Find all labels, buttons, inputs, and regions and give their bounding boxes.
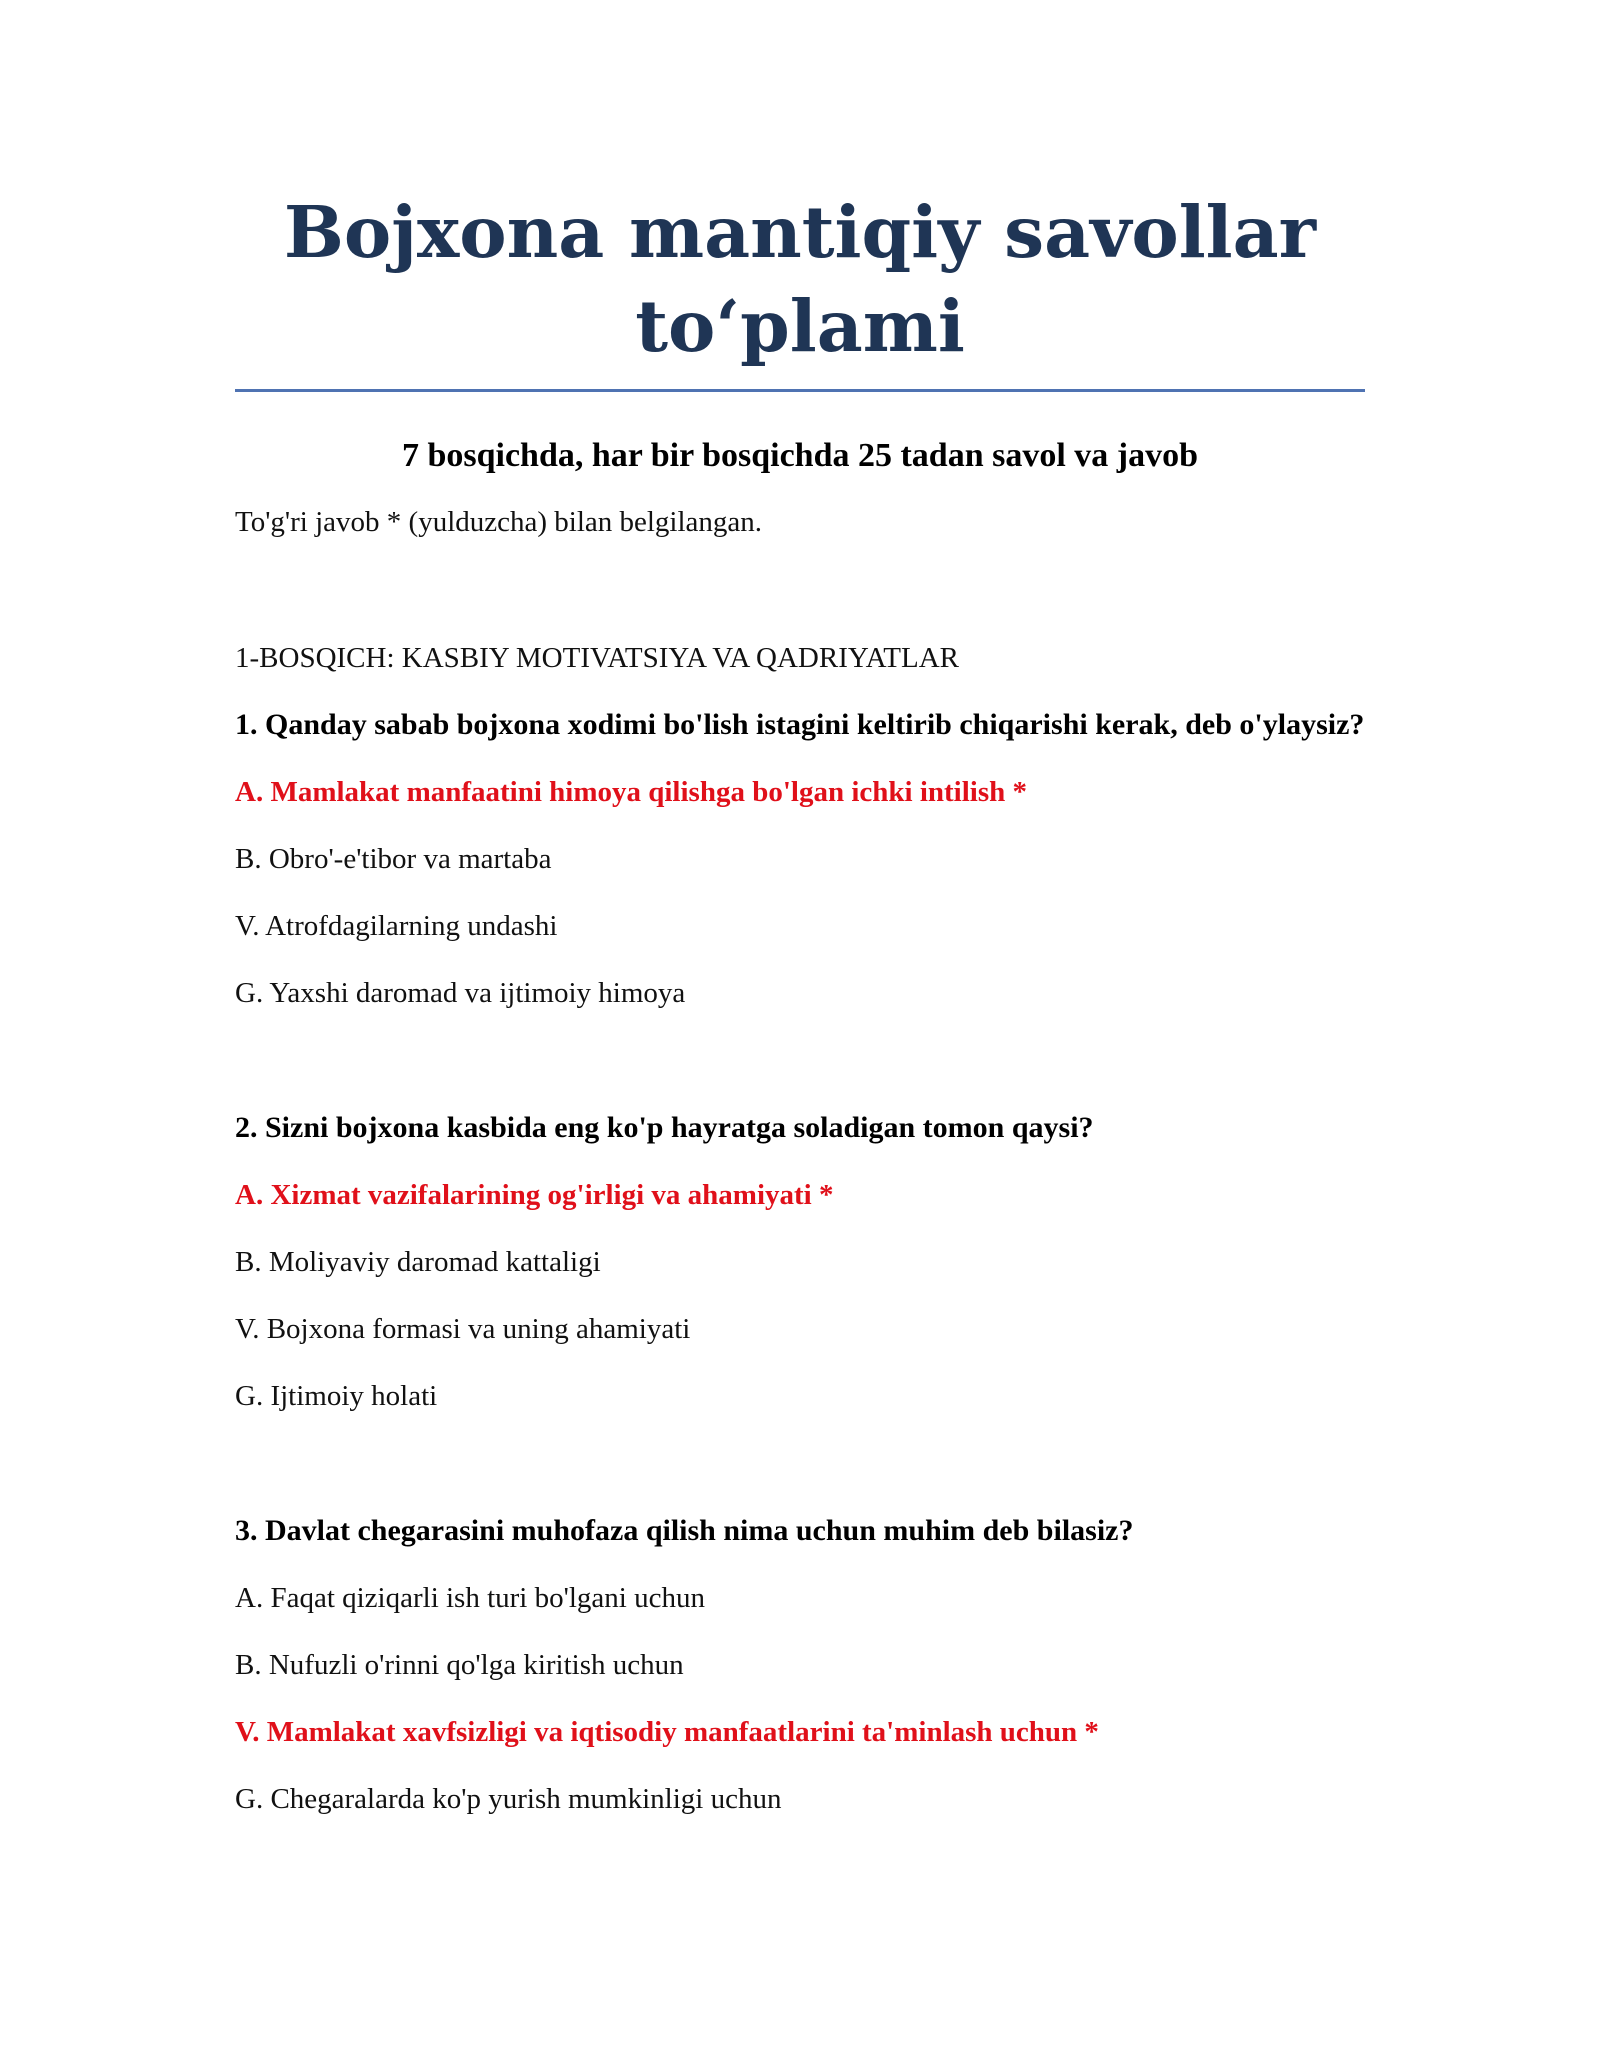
answer-option: B. Moliyaviy daromad kattaligi	[235, 1246, 601, 1278]
answer-key-note: To'g'ri javob * (yulduzcha) bilan belgilangan.	[235, 506, 763, 538]
answer-option: V. Bojxona formasi va uning ahamiyati	[235, 1313, 691, 1345]
question-text: 1. Qanday sabab bojxona xodimi bo'lish istagini keltirib chiqarishi kerak, deb o'ylaysiz?	[235, 708, 1365, 741]
stage-heading: 1-BOSQICH: KASBIY MOTIVATSIYA VA QADRIYATLAR	[235, 642, 960, 674]
correct-answer-option: V. Mamlakat xavfsizligi va iqtisodiy manfaatlarini ta'minlash uchun *	[235, 1716, 1099, 1748]
question-text: 3. Davlat chegarasini muhofaza qilish nima uchun muhim deb bilasiz?	[235, 1514, 1134, 1547]
title-divider	[235, 389, 1365, 392]
answer-option: G. Ijtimoiy holati	[235, 1380, 438, 1412]
question-3	[235, 1510, 1365, 1819]
document-subtitle: 7 bosqichda, har bir bosqichda 25 tadan savol va javob	[401, 437, 1199, 474]
question-1	[235, 704, 1365, 1013]
question-2	[235, 1107, 1365, 1416]
answer-option: V. Atrofdagilarning undashi	[235, 910, 558, 942]
correct-answer-option: A. Xizmat vazifalarining og'irligi va ahamiyati *	[235, 1179, 834, 1211]
answer-option: G. Yaxshi daromad va ijtimoiy himoya	[235, 977, 686, 1009]
document-title: Bojxona mantiqiy savollar to‘plami	[283, 190, 1317, 368]
document-page	[235, 185, 1365, 1819]
correct-answer-option: A. Mamlakat manfaatini himoya qilishga bo'lgan ichki intilish *	[235, 776, 1028, 808]
answer-option: A. Faqat qiziqarli ish turi bo'lgani uchun	[235, 1582, 705, 1614]
answer-option: B. Nufuzli o'rinni qo'lga kiritish uchun	[235, 1649, 684, 1681]
answer-option: G. Chegaralarda ko'p yurish mumkinligi uchun	[235, 1783, 782, 1815]
question-text: 2. Sizni bojxona kasbida eng ko'p hayratga soladigan tomon qaysi?	[235, 1111, 1094, 1144]
answer-option: B. Obro'-e'tibor va martaba	[235, 843, 552, 875]
